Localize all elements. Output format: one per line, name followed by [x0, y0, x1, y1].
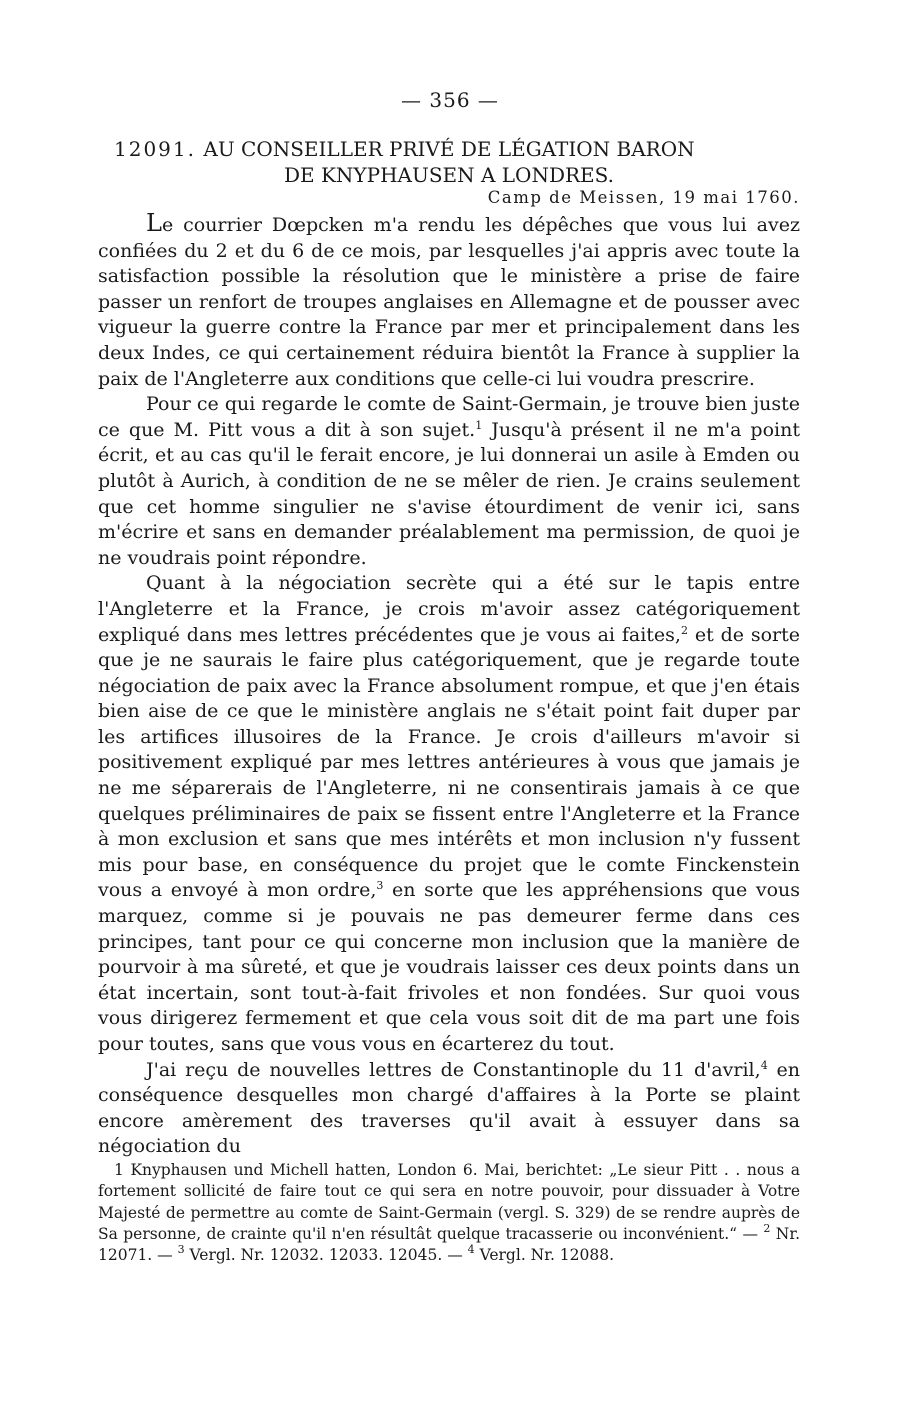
footnote-4-text: Vergl. Nr. 12088. [474, 1246, 615, 1265]
paragraph-3 [98, 571, 800, 1057]
footnote-2-text: Nr. 12071. — [98, 1224, 801, 1265]
footnote-2-marker: 2 [763, 1221, 771, 1235]
footnote-3-text: Vergl. Nr. 12032. 12033. 12045. — [184, 1246, 468, 1265]
heading-line-1: AU CONSEILLER PRIVÉ DE LÉGATION BARON [203, 137, 695, 161]
letter-heading [98, 136, 800, 188]
paragraph-1: Le courrier Dœpcken m'a rendu les dépêches que vous lui avez confiées du 2 et du 6 de ce mois, par lesquelles j'ai appris avec toute la satisfaction possible la résolution que le ministère a prise de faire passer un renfort de troupes anglaises en Allemagne et de pousser avec vigueur la guerre contre la France par mer et principalement dans les deux Indes, ce qui certainement réduira bientôt la France à supplier la paix de l'Angleterre aux conditions que celle-ci lui voudra prescrire. [98, 209, 800, 390]
letter-number: 12091. [114, 137, 196, 161]
letter-body [98, 211, 800, 1160]
paragraph-4 [98, 1058, 800, 1160]
paragraph-4-text-a: J'ai reçu de nouvelles lettres de Constantinople du 11 d'avril, [146, 1058, 761, 1081]
dateline: Camp de Meissen, 19 mai 1760. [487, 188, 800, 207]
footnote-ref-4: 4 [760, 1058, 768, 1072]
footnotes [98, 1160, 800, 1266]
footnote-3-marker: 3 [177, 1243, 185, 1257]
footnote-ref-2: 2 [680, 623, 688, 637]
paragraph-2-text-a: Pour ce qui regarde le comte de Saint-Germain, je trouve bien juste ce que M. Pitt vous a dit à son sujet. [98, 393, 800, 441]
heading-line-2: DE KNYPHAUSEN A LONDRES. [283, 163, 614, 187]
paragraph-4-text-b: en conséquence desquelles mon chargé d'affaires à la Porte se plaint encore amèrement des traverses qu'il avait à essuyer dans sa négociation du [98, 1058, 800, 1158]
footnote-1-marker: 1 [114, 1161, 124, 1179]
paragraph-2-text-b: Jusqu'à présent il ne m'a point écrit, et au cas qu'il le ferait encore, je lui donnerai un asile à Emden ou plutôt à Aurich, à condition de ne se mêler de rien. Je crains seulement que cet homme singulier ne s'avise étourdiment de venir ici, sans m'écrire et sans en demander préalablement ma permission, de quoi je ne voudrais point répondre. [98, 418, 800, 569]
footnote-ref-1: 1 [475, 418, 483, 432]
paragraph-3-text-c: en sorte que les appréhensions que vous marquez, comme si je pouvais ne pas demeurer ferme dans ces principes, tant pour ce qui concerne mon inclusion que la manière de pourvoir à ma sûreté, et que je voudrais laisser ces deux points dans un état incertain, sont tout-à-fait frivoles et non fondées. Sur quoi vous vous dirigerez fermement et que cela vous soit dit de ma part une fois pour toutes, sans que vous vous en écarterez du tout. [98, 879, 800, 1055]
paragraph-3-text-b: et de sorte que je ne saurais le faire plus catégoriquement, que je regarde toute négociation de paix avec la France absolument rompue, et que j'en étais bien aise de ce que le ministère anglais ne s'était point fait duper par les artifices illusoires de la France. Je crois d'ailleurs m'avoir si positivement expliqué par mes lettres antérieures à vous que jamais je ne me séparerais de l'Angleterre, ni ne consentirais jamais à ce que quelques préliminaires de paix se fissent entre l'Angleterre et la France à mon exclusion et sans que mes intérêts et mon inclusion n'y fussent mis pour base, en conséquence du projet que le comte Finckenstein vous a envoyé à mon ordre, [98, 623, 801, 902]
footnote-4-marker: 4 [467, 1243, 475, 1257]
footnote-block [98, 1160, 800, 1266]
footnote-1-text: Knyphausen und Michell hatten, London 6. Mai, berichtet: „Le sieur Pitt . . nous a fortement sollicité de faire tout ce qui sera en notre pouvoir, pour dissuader à Votre Majesté de permettre au comte de Saint-Germain (vergl. S. 329) de se rendre auprès de Sa personne, de crainte qu'il n'en résultât quelque tracasserie ou inconvénient.“ — [98, 1161, 800, 1243]
paragraph-2 [98, 392, 800, 571]
footnote-ref-3: 3 [376, 879, 384, 893]
page-number: — 356 — [401, 88, 499, 112]
paragraph-3-text-a: Quant à la négociation secrète qui a été sur le tapis entre l'Angleterre et la France, je crois m'avoir assez catégoriquement expliqué dans mes lettres précédentes que je vous ai faites, [98, 572, 800, 646]
